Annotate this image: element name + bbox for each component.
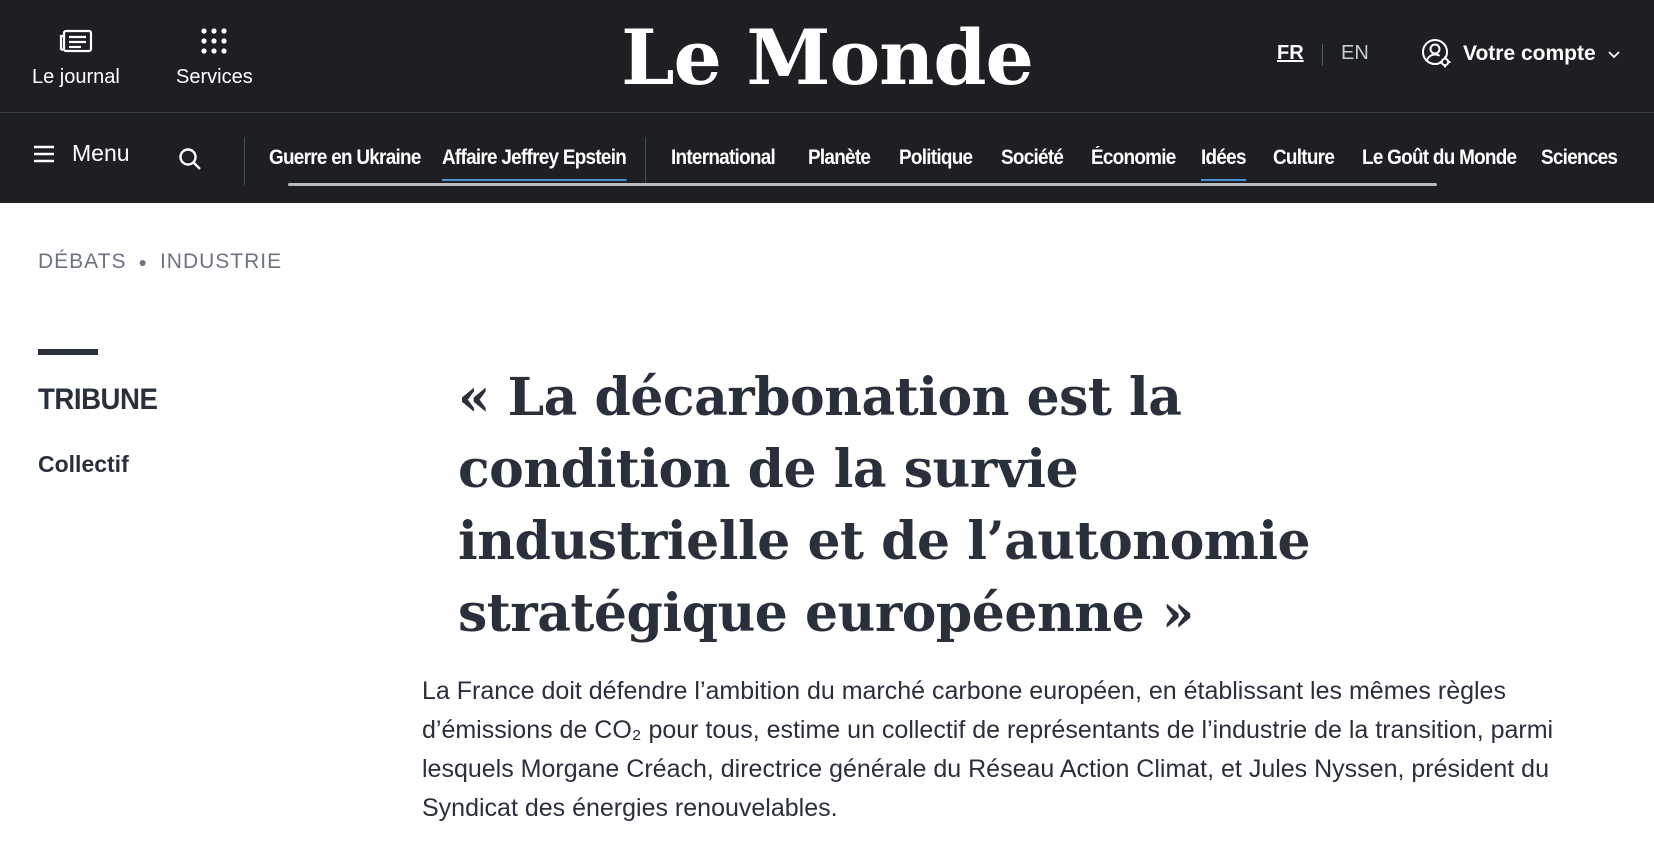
nav-link-societe[interactable]: Société: [1001, 146, 1064, 169]
lang-fr-link[interactable]: FR: [1277, 42, 1304, 64]
article-headline: « La décarbonation est la condition de la survie industrielle et de l’autonomie stratégique européenne »: [458, 367, 1311, 644]
lang-divider: [1322, 44, 1323, 66]
kicker-rule: [38, 349, 98, 355]
nav-link-politique[interactable]: Politique: [899, 146, 973, 169]
nav-link-ukraine[interactable]: Guerre en Ukraine: [269, 146, 421, 169]
nav-link-planete[interactable]: Planète: [808, 146, 871, 169]
nav-divider: [645, 137, 646, 185]
nav-divider: [244, 137, 245, 185]
breadcrumb: [38, 250, 282, 274]
hamburger-icon: [33, 144, 55, 164]
logo-link[interactable]: Le Monde: [621, 13, 1033, 102]
breadcrumb-industrie[interactable]: INDUSTRIE: [159, 250, 283, 273]
account-button[interactable]: [1421, 38, 1622, 70]
services-label: Services: [176, 66, 253, 88]
journal-label: Le journal: [32, 66, 120, 88]
menu-button[interactable]: [33, 140, 130, 167]
nav-link-economie[interactable]: Économie: [1091, 146, 1176, 169]
nav-link-culture[interactable]: Culture: [1273, 146, 1335, 169]
breadcrumb-debats[interactable]: DÉBATS: [38, 250, 127, 273]
nav-scrollbar[interactable]: [288, 183, 1437, 186]
nav-link-gout-du-monde[interactable]: Le Goût du Monde: [1362, 146, 1517, 169]
article-kicker: TRIBUNE: [38, 383, 158, 416]
article-lede: La France doit défendre l’ambition du marché carbone européen, en établissant les mêmes règles d’émissions de CO₂ pour tous, estime un collectif de représentants de l’industrie de la transition, parmi lesquels Morgane Créach, directrice générale du Réseau Action Climat, et Jules Nyssen, président du Syndicat des énergies renouvelables.: [422, 677, 1554, 822]
main-navigation: [0, 113, 1654, 203]
journal-button[interactable]: [32, 24, 120, 89]
nav-link-epstein[interactable]: Affaire Jeffrey Epstein: [442, 143, 626, 173]
account-label: Votre compte: [1463, 42, 1596, 65]
search-icon[interactable]: [178, 147, 202, 171]
nav-link-idees[interactable]: Idées: [1201, 143, 1246, 173]
article-author[interactable]: Collectif: [38, 451, 129, 477]
menu-label: Menu: [72, 140, 130, 166]
chevron-down-icon: [1606, 46, 1622, 62]
top-header: [0, 0, 1654, 113]
lang-en-link[interactable]: EN: [1341, 42, 1369, 64]
breadcrumb-separator: ●: [138, 254, 148, 270]
nav-link-international[interactable]: International: [671, 146, 776, 169]
user-gear-icon: [1421, 38, 1453, 70]
grid-dots-icon: [200, 24, 228, 58]
newspaper-icon: [59, 24, 93, 58]
services-button[interactable]: [176, 24, 253, 89]
nav-link-sciences[interactable]: Sciences: [1541, 146, 1618, 169]
